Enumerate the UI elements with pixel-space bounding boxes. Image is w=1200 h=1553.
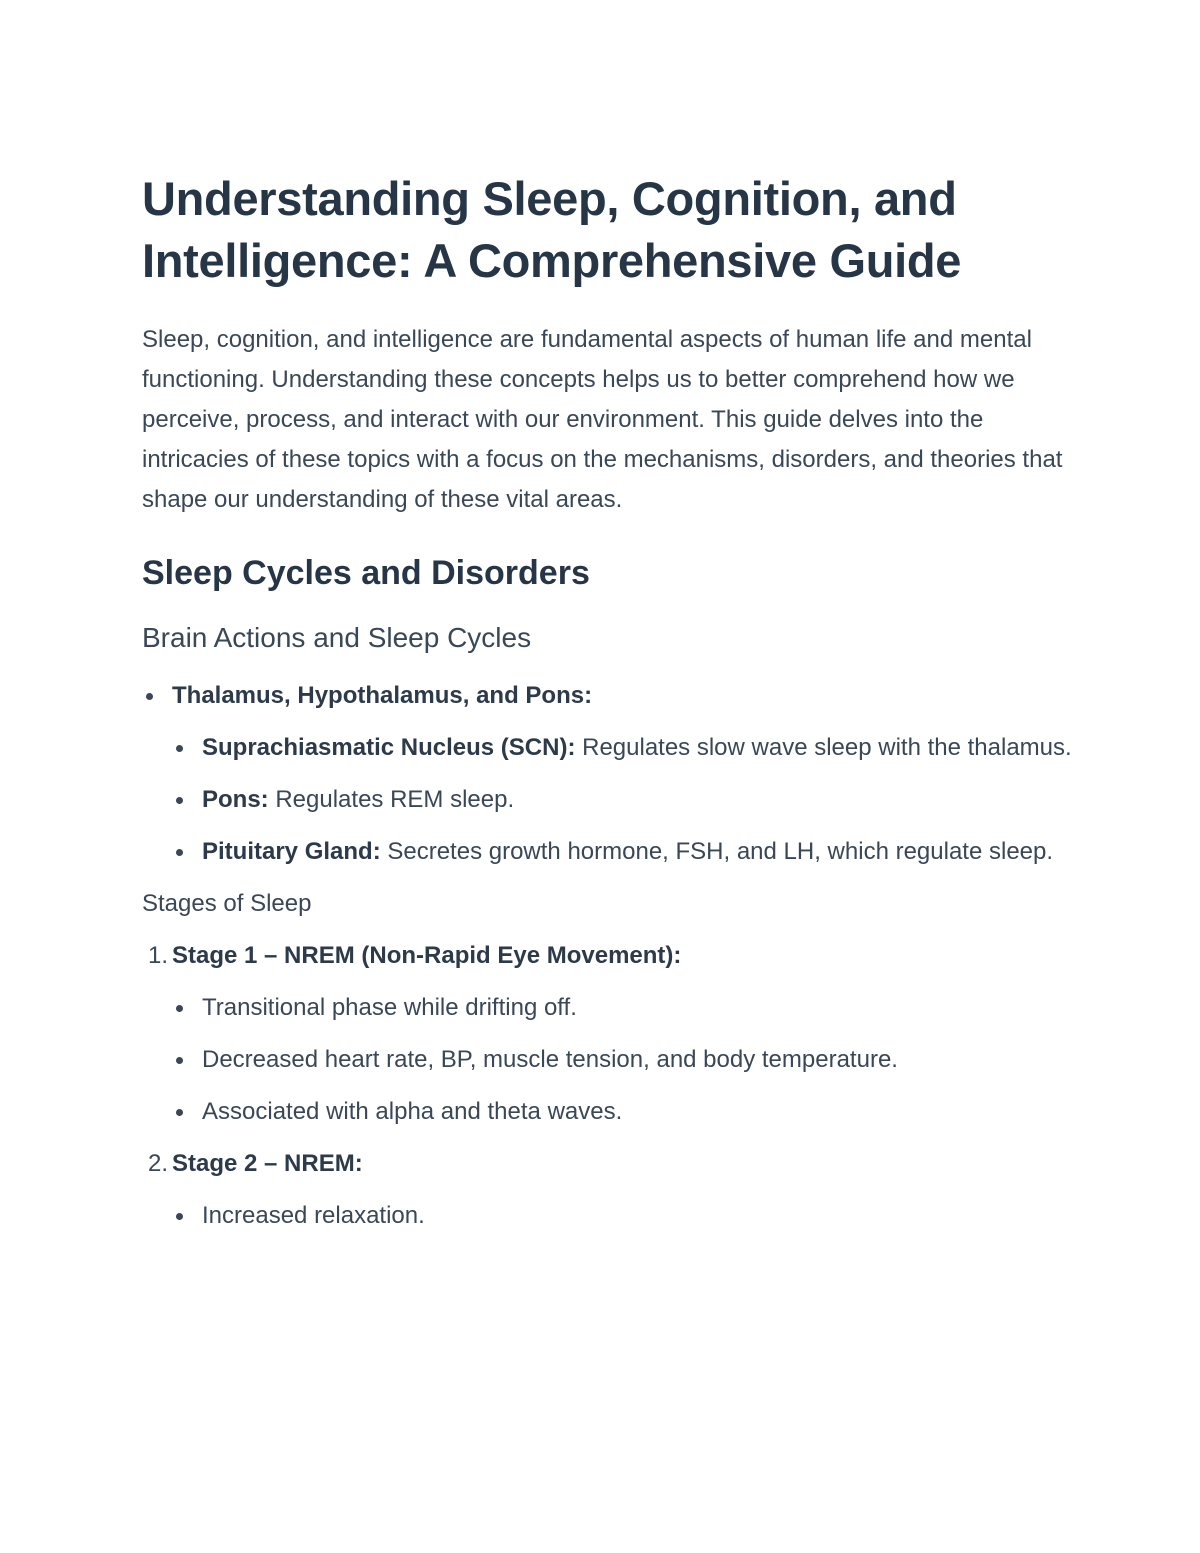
section-heading-sleep-cycles: Sleep Cycles and Disorders <box>142 554 590 592</box>
list-item <box>172 1040 1072 1080</box>
bullet-icon <box>176 849 183 856</box>
stage-label: Stage 1 – NREM (Non-Rapid Eye Movement): <box>172 942 682 969</box>
list-item <box>172 988 1072 1028</box>
brain-substructures-list <box>172 728 1072 872</box>
bullet-icon <box>176 1005 183 1012</box>
bullet-icon <box>176 1213 183 1220</box>
brain-structures-list <box>142 676 1072 872</box>
list-number: 2. <box>147 1150 168 1177</box>
page-title: Understanding Sleep, Cognition, and Intelligence: A Comprehensive Guide <box>142 172 962 287</box>
list-item <box>172 1092 1072 1132</box>
bullet-icon <box>176 1109 183 1116</box>
stage-points-list <box>172 988 1072 1132</box>
list-item-label: Pituitary Gland: <box>202 838 381 865</box>
stages-heading: Stages of Sleep <box>142 890 312 917</box>
bullet-icon <box>176 1057 183 1064</box>
bullet-icon <box>176 797 183 804</box>
list-item-label: Thalamus, Hypothalamus, and Pons: <box>172 682 593 709</box>
list-item-pons <box>172 780 1072 820</box>
list-item-label: Pons: <box>202 786 269 813</box>
list-item-text: Increased relaxation. <box>202 1202 425 1229</box>
stage-item-2 <box>142 1144 1072 1236</box>
list-item <box>172 1196 1072 1236</box>
document-content <box>142 168 1072 1248</box>
stage-item-1 <box>142 936 1072 1132</box>
list-item-text: Decreased heart rate, BP, muscle tension, and body temperature. <box>202 1046 898 1073</box>
list-number: 1. <box>147 942 168 969</box>
list-item-text: Secretes growth hormone, FSH, and LH, which regulate sleep. <box>380 838 1054 865</box>
list-item-text: Regulates REM sleep. <box>268 786 515 813</box>
list-item-text: Associated with alpha and theta waves. <box>202 1098 623 1125</box>
subheading-brain-actions: Brain Actions and Sleep Cycles <box>142 622 532 653</box>
stages-list <box>142 936 1072 1236</box>
list-item-pituitary <box>172 832 1072 872</box>
intro-paragraph: Sleep, cognition, and intelligence are fundamental aspects of human life and mental functioning. Understanding these concepts helps us to better comprehend how we perceive, process, and interact with our environment. This guide delves into the intricacies of these topics with a focus on the mechanisms, disorders, and theories that shape our understanding of these vital areas. <box>142 326 1063 513</box>
list-item-scn <box>172 728 1072 768</box>
list-item-thalamus <box>142 676 1072 872</box>
list-item-label: Suprachiasmatic Nucleus (SCN): <box>202 734 576 761</box>
stage-points-list <box>172 1196 1072 1236</box>
list-item-text: Transitional phase while drifting off. <box>202 994 577 1021</box>
bullet-icon <box>146 693 153 700</box>
bullet-icon <box>176 745 183 752</box>
stage-label: Stage 2 – NREM: <box>172 1150 363 1177</box>
list-item-text: Regulates slow wave sleep with the thalamus. <box>575 734 1072 761</box>
